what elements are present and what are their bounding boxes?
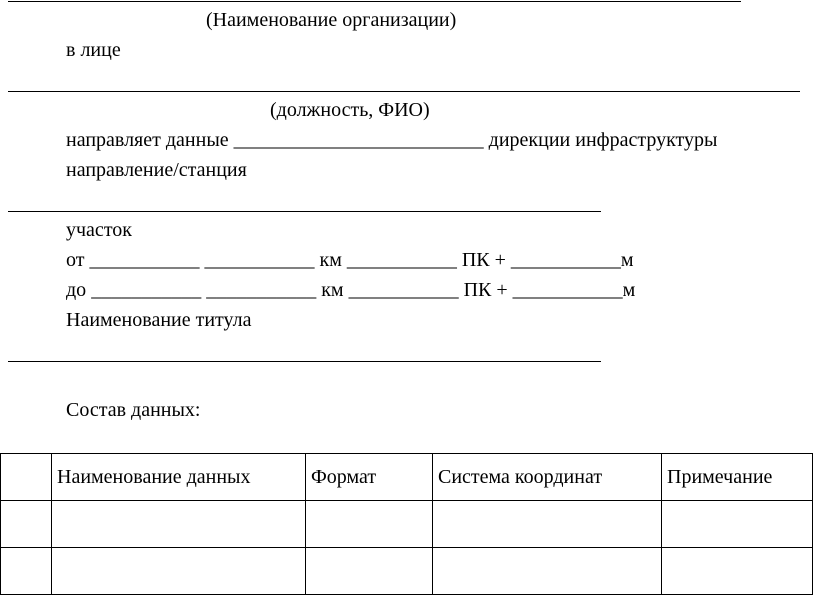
table-cell[interactable] — [306, 548, 433, 595]
title-name-line — [8, 361, 601, 362]
to-pk-label: ПК + — [463, 279, 508, 301]
table-cell[interactable] — [662, 548, 813, 595]
from-blank-2: ___________ — [204, 249, 315, 271]
in-person-label: в лице — [66, 39, 121, 61]
header-cell-coord-system: Система координат — [433, 454, 662, 501]
from-blank-4: ___________ — [510, 249, 621, 271]
org-name-line — [8, 1, 741, 2]
from-m-label: м — [620, 249, 634, 271]
directorate-label: дирекции инфраструктуры — [488, 129, 718, 151]
segment-label: участок — [66, 219, 133, 241]
to-blank-1: ___________ — [91, 279, 202, 301]
to-prefix: до — [66, 279, 87, 301]
title-name-label: Наименование титула — [66, 309, 252, 331]
to-blank-2: ___________ — [206, 279, 317, 301]
table-cell[interactable] — [306, 501, 433, 548]
org-caption: (Наименование организации) — [206, 9, 457, 31]
sends-data-label: направляет данные — [66, 129, 229, 151]
from-km-label: км — [319, 249, 342, 271]
data-composition-table — [0, 453, 813, 595]
direction-station-label: направление/станция — [66, 159, 247, 181]
position-fio-line — [8, 91, 800, 92]
to-blank-4: ___________ — [512, 279, 623, 301]
from-blank-1: ___________ — [89, 249, 200, 271]
table-cell[interactable] — [52, 501, 306, 548]
data-composition-label: Состав данных: — [66, 399, 201, 421]
to-blank-3: ___________ — [348, 279, 459, 301]
to-km-label: км — [321, 279, 344, 301]
table-cell[interactable] — [662, 501, 813, 548]
header-cell-data-name: Наименование данных — [52, 454, 306, 501]
to-line — [66, 278, 635, 302]
sends-data-blank: _________________________ — [233, 129, 484, 151]
header-cell-format: Формат — [306, 454, 433, 501]
from-prefix: от — [66, 249, 85, 271]
sends-data-line — [66, 128, 717, 152]
position-caption: (должность, ФИО) — [270, 99, 430, 121]
table-cell[interactable] — [52, 548, 306, 595]
table-cell[interactable] — [1, 501, 52, 548]
from-blank-3: ___________ — [346, 249, 457, 271]
table-cell[interactable] — [1, 548, 52, 595]
header-cell-index — [1, 454, 52, 501]
table-row — [1, 501, 813, 548]
to-m-label: м — [622, 279, 636, 301]
from-line — [66, 248, 634, 272]
table-row — [1, 548, 813, 595]
direction-station-line — [8, 211, 601, 212]
from-pk-label: ПК + — [461, 249, 506, 271]
table-cell[interactable] — [433, 501, 662, 548]
table-header-row — [1, 454, 813, 501]
table-cell[interactable] — [433, 548, 662, 595]
header-cell-note: Примечание — [662, 454, 813, 501]
